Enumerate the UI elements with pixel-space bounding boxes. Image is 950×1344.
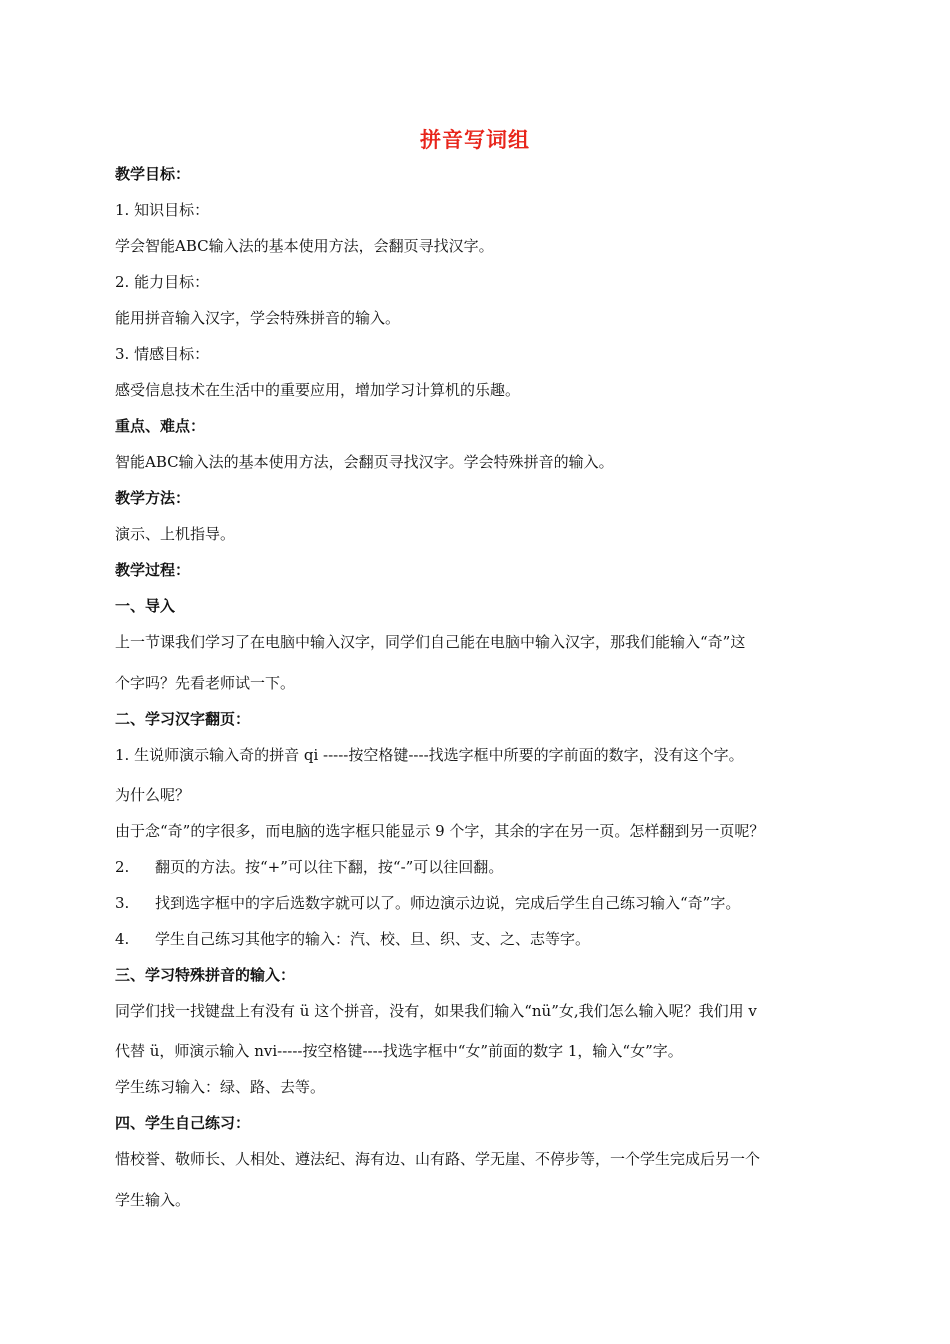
item-number: 4.: [115, 930, 130, 948]
method-text: 演示、上机指导。: [115, 525, 236, 543]
section4-line1: 惜校誉、敬师长、人相处、遵法纪、海有边、山有路、学无崖、不停步等，一个学生完成后另一个: [115, 1150, 761, 1168]
section3-line1: 同学们找一找键盘上有没有 ü 这个拼音，没有，如果我们输入“nü”女,我们怎么输入呢？我们用 v: [115, 1002, 757, 1020]
key-heading: 重点、难点：: [115, 417, 206, 435]
item-text: 学生自己练习其他字的输入：汽、校、旦、织、支、之、志等字。: [155, 930, 591, 948]
section3-line3: 学生练习输入：绿、路、去等。: [115, 1078, 326, 1096]
method-heading: 教学方法：: [115, 489, 191, 507]
goals-heading: 教学目标：: [115, 165, 191, 183]
goal3-label: 3. 情感目标：: [115, 345, 210, 363]
item-text: 翻页的方法。按“+”可以往下翻，按“-”可以往回翻。: [155, 858, 504, 876]
section2-line2: 为什么呢？: [115, 786, 191, 804]
goal1-text: 学会智能ABC输入法的基本使用方法，会翻页寻找汉字。: [115, 237, 494, 255]
document-title: 拼音写词组: [420, 128, 530, 152]
goal2-text: 能用拼音输入汉字，学会特殊拼音的输入。: [115, 309, 401, 327]
section4-heading: 四、学生自己练习：: [115, 1114, 251, 1132]
item-number: 3.: [115, 894, 130, 912]
section4-line2: 学生输入。: [115, 1191, 191, 1209]
section1-heading: 一、导入: [115, 597, 176, 615]
item-text: 找到选字框中的字后选数字就可以了。师边演示边说，完成后学生自己练习输入“奇”字。: [155, 894, 741, 912]
process-heading: 教学过程：: [115, 561, 191, 579]
goal3-text: 感受信息技术在生活中的重要应用，增加学习计算机的乐趣。: [115, 381, 521, 399]
goal1-label: 1. 知识目标：: [115, 201, 210, 219]
item-number: 2.: [115, 858, 130, 876]
section2-item4: [115, 929, 845, 949]
section2-item3: [115, 893, 845, 913]
section2-line3: 由于念“奇”的字很多，而电脑的选字框只能显示 9 个字，其余的字在另一页。怎样翻到另一页呢？: [115, 822, 765, 840]
section2-item2: [115, 857, 845, 877]
goal2-label: 2. 能力目标：: [115, 273, 210, 291]
section1-line1: 上一节课我们学习了在电脑中输入汉字，同学们自己能在电脑中输入汉字，那我们能输入“奇”这: [115, 633, 746, 651]
section3-line2: 代替 ü，师演示输入 nvi-----按空格键----找选字框中“女”前面的数字 1，输入“女”字。: [115, 1042, 683, 1060]
key-text: 智能ABC输入法的基本使用方法，会翻页寻找汉字。学会特殊拼音的输入。: [115, 453, 614, 471]
section3-heading: 三、学习特殊拼音的输入：: [115, 966, 296, 984]
section2-heading: 二、学习汉字翻页：: [115, 710, 251, 728]
section2-line1: 1. 生说师演示输入奇的拼音 qi -----按空格键----找选字框中所要的字前面的数字，没有这个字。: [115, 746, 744, 764]
section1-line2: 个字吗？先看老师试一下。: [115, 674, 296, 692]
